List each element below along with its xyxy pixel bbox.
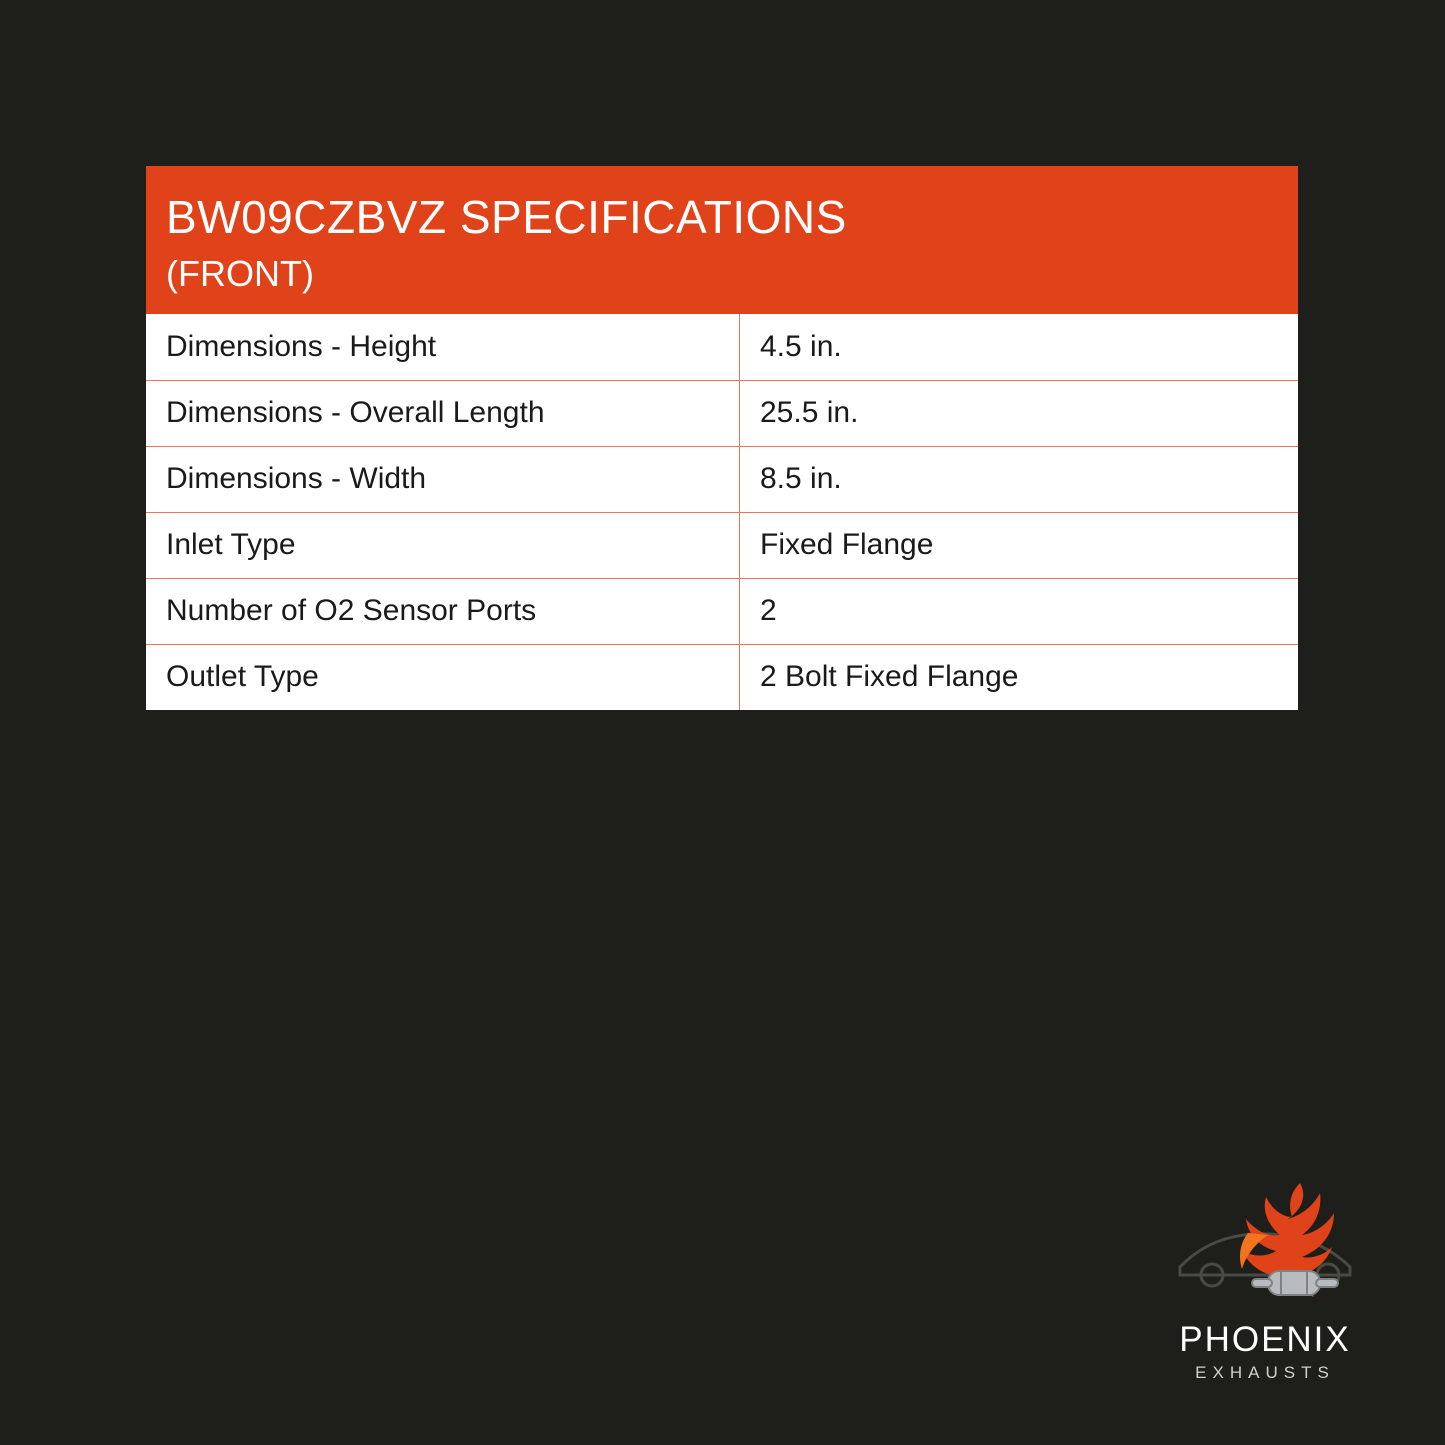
table-row <box>146 380 1298 446</box>
table-row <box>146 446 1298 512</box>
specifications-card <box>146 166 1298 710</box>
table-row <box>146 314 1298 380</box>
spec-label: Dimensions - Overall Length <box>146 380 740 446</box>
page-subtitle: (FRONT) <box>166 253 314 294</box>
spec-value: 25.5 in. <box>740 380 1299 446</box>
phoenix-bird-icon <box>1150 1175 1380 1315</box>
page-title: BW09CZBVZ SPECIFICATIONS <box>166 191 847 243</box>
spec-value: 4.5 in. <box>740 314 1299 380</box>
table-row <box>146 644 1298 710</box>
brand-logo <box>1150 1175 1380 1390</box>
brand-tagline: EXHAUSTS <box>1195 1363 1335 1382</box>
table-row <box>146 512 1298 578</box>
spec-label: Dimensions - Width <box>146 446 740 512</box>
spec-value: Fixed Flange <box>740 512 1299 578</box>
spec-label: Dimensions - Height <box>146 314 740 380</box>
spec-label: Number of O2 Sensor Ports <box>146 578 740 644</box>
specifications-table <box>146 314 1298 710</box>
spec-label: Outlet Type <box>146 644 740 710</box>
specifications-header <box>146 166 1298 314</box>
spec-label: Inlet Type <box>146 512 740 578</box>
brand-name: PHOENIX <box>1179 1320 1351 1359</box>
spec-value: 8.5 in. <box>740 446 1299 512</box>
spec-value: 2 <box>740 578 1299 644</box>
spec-value: 2 Bolt Fixed Flange <box>740 644 1299 710</box>
table-row <box>146 578 1298 644</box>
